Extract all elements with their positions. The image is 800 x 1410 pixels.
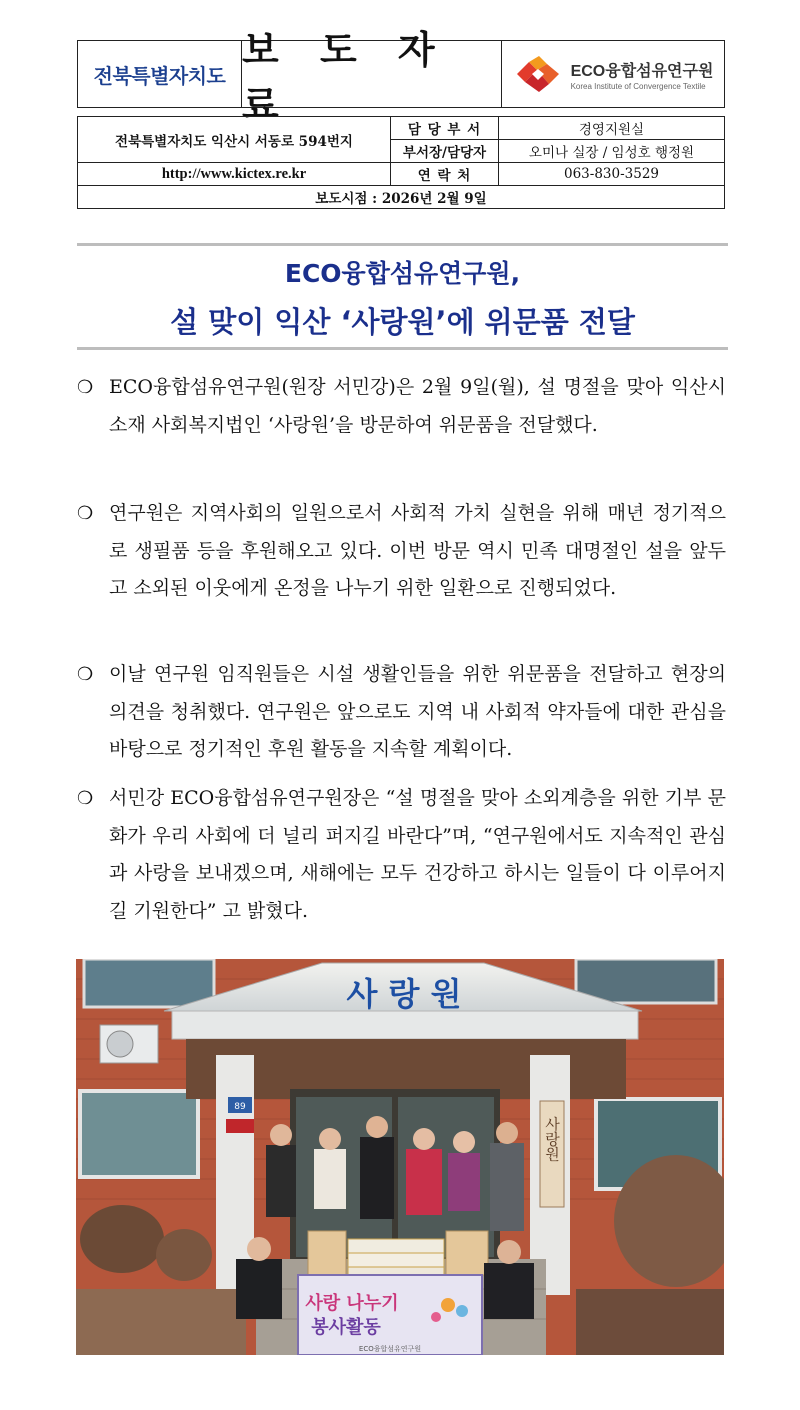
paragraph-text: ECO융합섬유연구원(원장 서민강)은 2월 9일(월), 설 명절을 맞아 익산시 소재 사회복지법인 ‘사랑원’을 방문하여 위문품을 전달했다. <box>109 376 726 436</box>
banner-footer: ECO융합섬유연구원 <box>358 1345 422 1353</box>
jeonbuk-logo-text: 전북특별자치도 <box>93 63 226 88</box>
paragraph-text: 이날 연구원 임직원들은 시설 생활인들을 위한 위문품을 전달하고 현장의 의견을 청취했다. 연구원은 앞으로도 지역 내 사회적 약자들에 대한 관심을 바탕으로 정기적인 후원 활동을 지속할 계획이다. <box>109 663 726 760</box>
address: 전북특별자치도 익산시 서동로 594번지 <box>78 117 391 163</box>
jeonbuk-logo <box>78 41 242 107</box>
eco-logo-text <box>571 58 714 91</box>
phone-value: 063-830-3529 <box>499 163 725 186</box>
press-title: 보 도 자 료 <box>242 28 449 127</box>
banner-line2: 봉사활동 <box>311 1317 381 1338</box>
bullet-icon: ❍ <box>77 788 94 809</box>
dept-value: 경영지원실 <box>499 117 725 140</box>
event-photo <box>76 959 724 1355</box>
eco-logo <box>502 41 724 107</box>
paragraph-2 <box>77 495 726 608</box>
headline-top-rule <box>77 243 728 246</box>
headline-bottom-rule <box>77 347 728 350</box>
paragraph-1 <box>77 369 726 444</box>
bullet-icon: ❍ <box>77 664 94 685</box>
contact-person-value: 오미나 실장 / 임성호 행정원 <box>499 140 725 163</box>
event-photo-illustration <box>76 959 724 1355</box>
press-title-cell <box>242 28 502 127</box>
press-header <box>77 28 725 127</box>
bullet-icon: ❍ <box>77 377 94 398</box>
contact-person-label: 부서장/담당자 <box>391 140 499 163</box>
website-link[interactable]: http://www.kictex.re.kr <box>78 163 391 186</box>
paragraph-text: 연구원은 지역사회의 일원으로서 사회적 가치 실현을 위해 매년 정기적으로 생필품 등을 후원해오고 있다. 이번 방문 역시 민족 대명절인 설을 앞두고 소외된 이웃에게 온정을 나누기 위한 일환으로 진행되었다. <box>109 502 726 599</box>
paragraph-4 <box>77 780 726 930</box>
side-sign: 사랑원 <box>543 1116 561 1162</box>
paragraph-text: 서민강 ECO융합섬유연구원장은 “설 명절을 맞아 소외계층을 위한 기부 문화가 우리 사회에 더 널리 퍼지길 바란다”며, “연구원에서도 지속적인 관심과 사랑을 보내겠으며, 새해에는 모두 건강하고 하시는 일들이 다 이루어지길 기원한다” 고 밝혔다. <box>109 787 726 922</box>
eco-logo-sub: Korea Institute of Convergence Textile <box>570 81 706 91</box>
dept-label: 담 당 부 서 <box>391 117 499 140</box>
bullet-icon: ❍ <box>77 503 94 524</box>
headline-line2: 설 맞이 익산 ‘사랑원’에 위문품 전달 <box>170 305 635 339</box>
building-sign: 사 랑 원 <box>346 975 462 1013</box>
address-plate: 89 <box>234 1102 246 1112</box>
phone-label: 연 락 처 <box>391 163 499 186</box>
contact-info-table <box>77 116 725 209</box>
eco-logo-name: ECO융합섬유연구원 <box>570 62 714 80</box>
banner-line1: 사랑 나누기 <box>305 1293 399 1314</box>
headline-line1: ECO융합섬유연구원, <box>284 259 521 288</box>
release-date: 보도시점 : 2026년 2월 9일 <box>78 186 725 209</box>
eco-logo-mark-icon <box>513 54 563 94</box>
paragraph-3 <box>77 656 726 769</box>
